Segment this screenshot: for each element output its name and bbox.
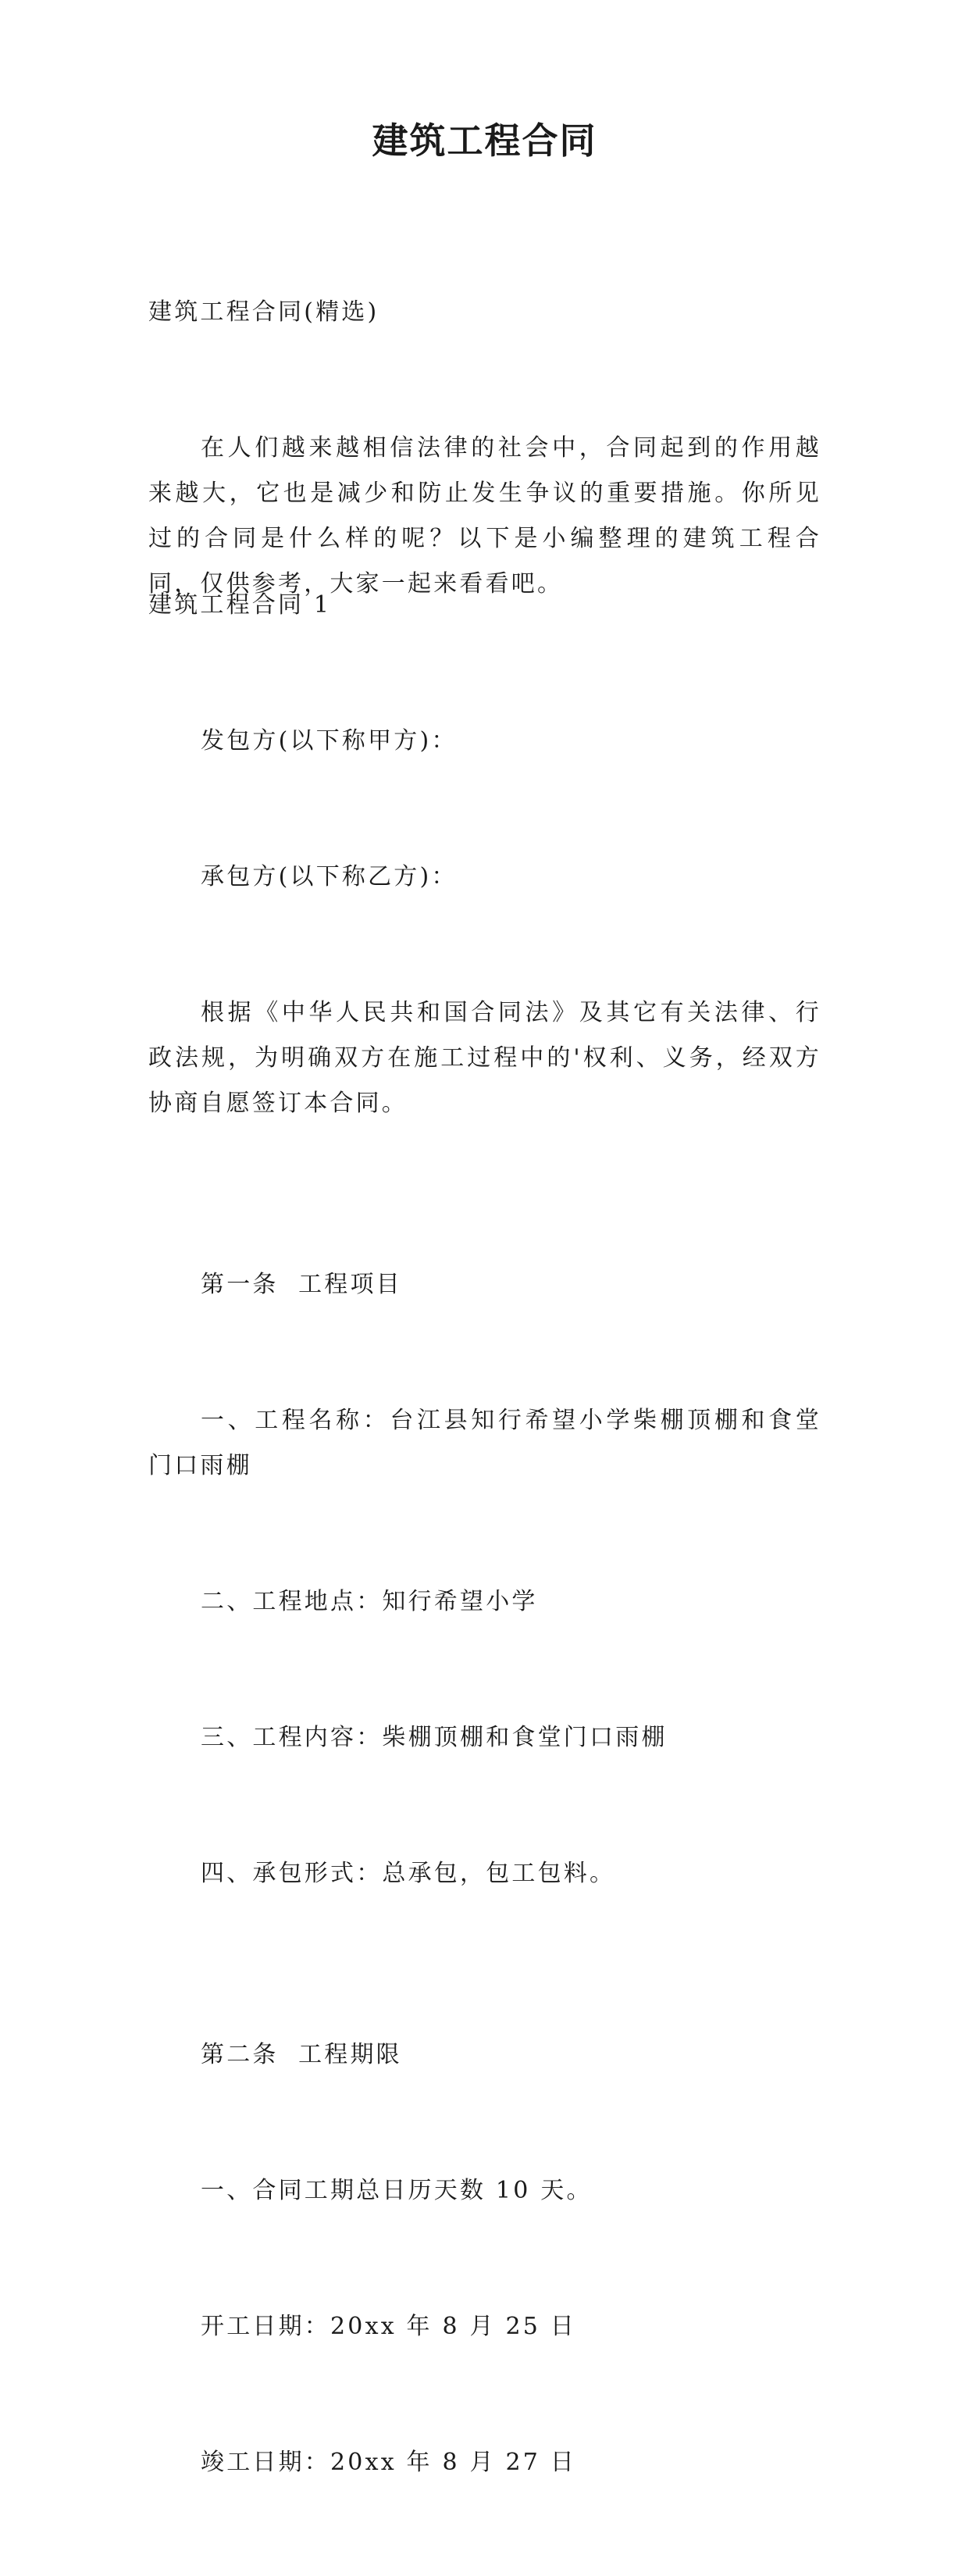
article-2-item: 一、合同工期总日历天数 10 天。 <box>201 2177 593 2204</box>
party-b-line: 承包方(以下称乙方)： <box>201 863 458 890</box>
article-1-item: 一、工程名称：台江县知行希望小学柴棚顶棚和食堂门口雨棚 <box>148 1407 821 1479</box>
completion-date-line: 竣工日期：20xx 年 8 月 27 日 <box>201 2449 576 2476</box>
party-a-line: 发包方(以下称甲方)： <box>201 727 458 755</box>
article-1-item: 三、工程内容：柴棚顶棚和食堂门口雨棚 <box>201 1724 668 1751</box>
intro-paragraph: 在人们越来越相信法律的社会中，合同起到的作用越来越大，它也是减少和防止发生争议的重要措施。你所见过的合同是什么样的呢？以下是小编整理的建筑工程合同，仅供参考，大家一起来看看吧。 <box>148 434 821 598</box>
document-title: 建筑工程合同 <box>372 120 597 162</box>
contract-1-heading: 建筑工程合同 1 <box>148 591 332 619</box>
article-1-item: 二、工程地点：知行希望小学 <box>201 1588 538 1615</box>
article-1-item: 四、承包形式：总承包，包工包料。 <box>201 1860 616 1887</box>
article-1-heading: 第一条 工程项目 <box>201 1271 402 1298</box>
article-2-heading: 第二条 工程期限 <box>201 2041 402 2068</box>
intro-heading: 建筑工程合同(精选) <box>148 298 379 326</box>
start-date-line: 开工日期：20xx 年 8 月 25 日 <box>201 2313 576 2340</box>
preamble-paragraph: 根据《中华人民共和国合同法》及其它有关法律、行政法规，为明确双方在施工过程中的'权利、义务，经双方协商自愿签订本合同。 <box>148 999 821 1117</box>
contract-1-section <box>148 492 821 2576</box>
